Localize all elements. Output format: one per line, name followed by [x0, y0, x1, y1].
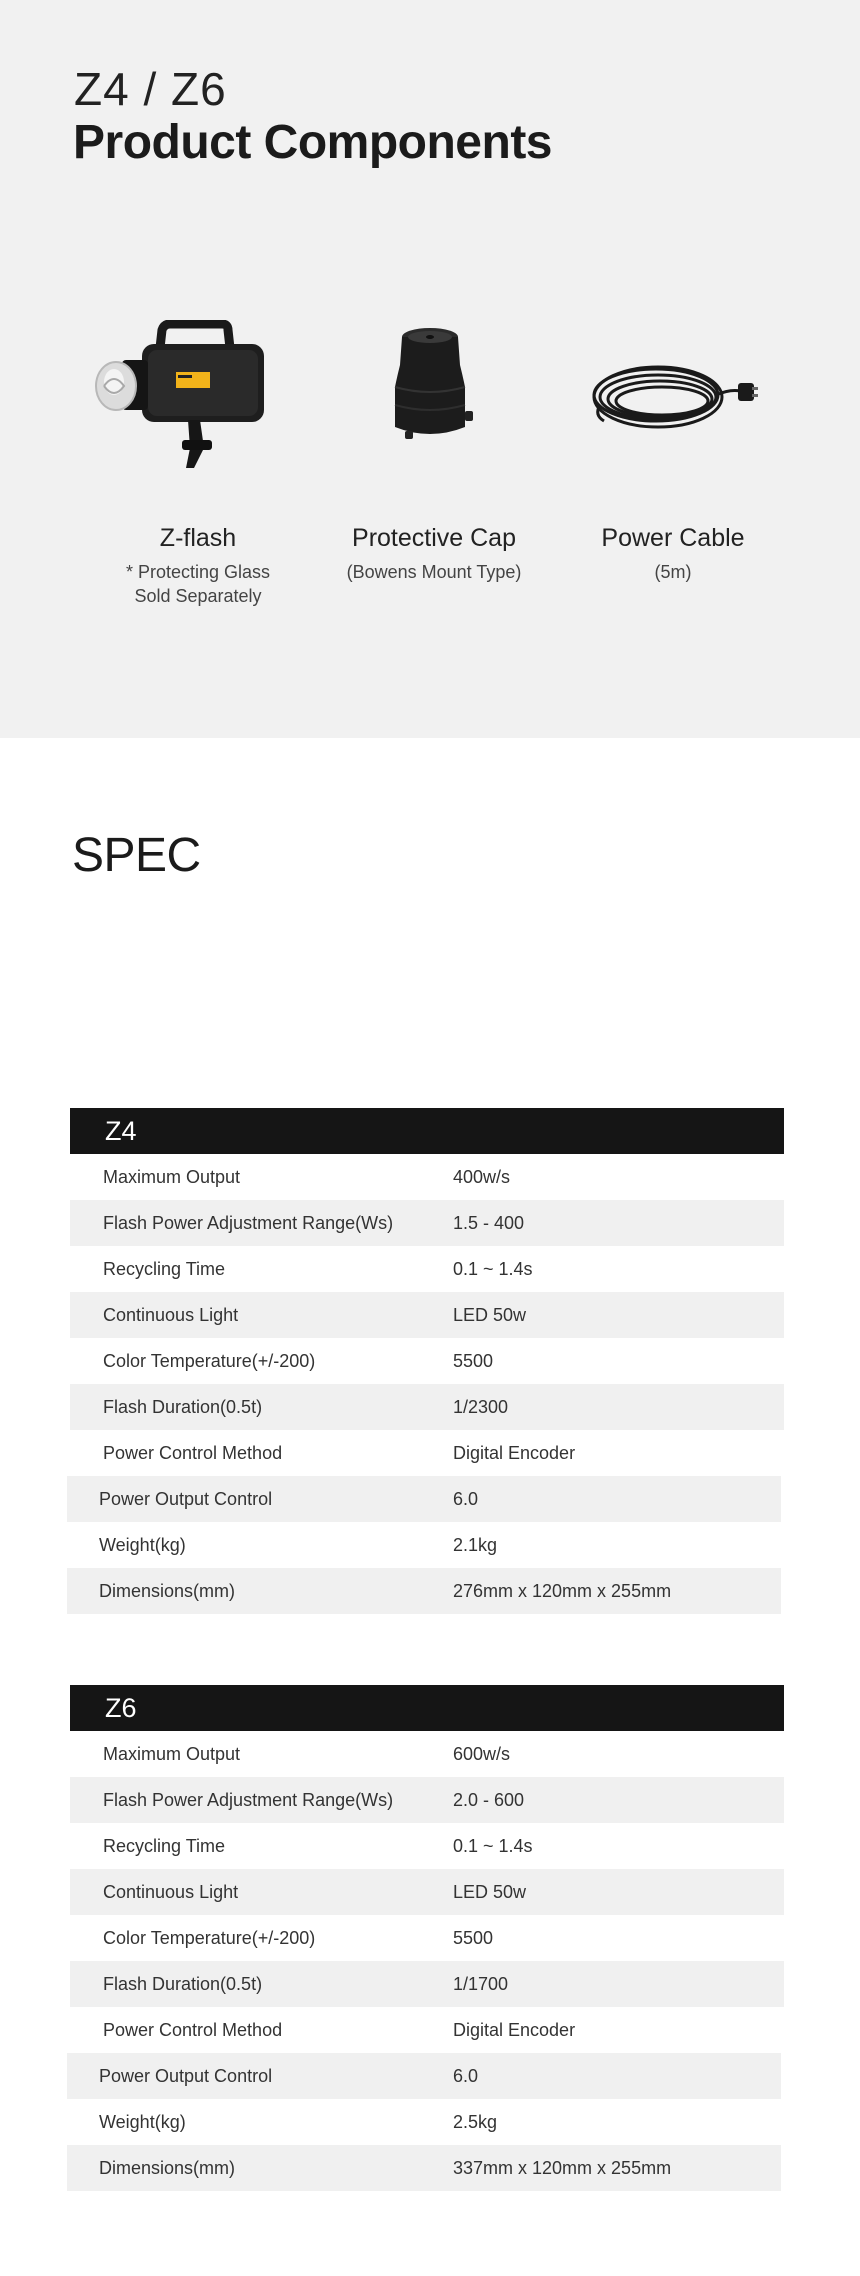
spec-value: LED 50w: [453, 1305, 527, 1325]
spec-value: 5500: [453, 1928, 494, 1948]
table-row: [70, 1246, 784, 1292]
spec-label: Weight(kg): [99, 2112, 186, 2132]
table-row: [67, 1522, 781, 1568]
table-row: [70, 1961, 784, 2007]
spec-value: 276mm x 120mm x 255mm: [453, 1581, 672, 1601]
spec-value: 1/1700: [453, 1974, 509, 1994]
spec-value: 6.0: [453, 1489, 479, 1509]
product-components-section: [0, 0, 860, 738]
spec-label: Maximum Output: [103, 1744, 241, 1764]
spec-value: 2.0 - 600: [453, 1790, 525, 1810]
spec-value: 2.5kg: [453, 2112, 498, 2132]
spec-label: Continuous Light: [103, 1305, 239, 1325]
component-name: Z-flash: [159, 524, 237, 552]
spec-value: 5500: [453, 1351, 494, 1371]
table-row: [70, 1384, 784, 1430]
spec-value: 1/2300: [453, 1397, 509, 1417]
spec-value: Digital Encoder: [453, 1443, 576, 1463]
model-subtitle: Z4 / Z6: [74, 63, 227, 115]
spec-value: 400w/s: [453, 1167, 511, 1187]
spec-label: Flash Duration(0.5t): [103, 1397, 263, 1417]
table-row: [70, 1869, 784, 1915]
table-row: [70, 1200, 784, 1246]
spec-value: 600w/s: [453, 1744, 511, 1764]
spec-label: Recycling Time: [103, 1836, 226, 1856]
spec-label: Flash Duration(0.5t): [103, 1974, 263, 1994]
spec-label: Power Control Method: [103, 2020, 283, 2040]
table-header: Z6: [70, 1685, 784, 1731]
table-row: [70, 2007, 784, 2053]
spec-label: Dimensions(mm): [99, 1581, 236, 1601]
section-title: Product Components: [73, 116, 552, 169]
spec-label: Power Control Method: [103, 1443, 283, 1463]
spec-value: 2.1kg: [453, 1535, 498, 1555]
spec-value: LED 50w: [453, 1882, 527, 1902]
component-note-line: Sold Separately: [134, 586, 262, 606]
table-row: [70, 1915, 784, 1961]
spec-label: Recycling Time: [103, 1259, 226, 1279]
component-note: (5m): [654, 562, 692, 582]
spec-label: Power Output Control: [99, 1489, 273, 1509]
spec-label: Weight(kg): [99, 1535, 186, 1555]
component-name: Power Cable: [601, 524, 745, 552]
table-row: [67, 2053, 781, 2099]
table-row: [70, 1823, 784, 1869]
studio-flash-icon: [90, 320, 280, 480]
spec-label: Flash Power Adjustment Range(Ws): [103, 1213, 394, 1233]
table-row: [70, 1154, 784, 1200]
spec-table-z4: [70, 1108, 784, 1614]
spec-table-z6: [70, 1685, 784, 2191]
spec-label: Flash Power Adjustment Range(Ws): [103, 1790, 394, 1810]
spec-value: 0.1 ~ 1.4s: [453, 1836, 533, 1856]
table-row: [67, 1568, 781, 1614]
spec-value: 0.1 ~ 1.4s: [453, 1259, 533, 1279]
table-row: [70, 1777, 784, 1823]
spec-label: Color Temperature(+/-200): [103, 1351, 316, 1371]
spec-label: Dimensions(mm): [99, 2158, 236, 2178]
protective-cap-icon: [385, 325, 475, 450]
spec-title: SPEC: [72, 829, 201, 882]
component-name: Protective Cap: [352, 524, 516, 552]
table-row: [67, 2099, 781, 2145]
component-note: (Bowens Mount Type): [346, 562, 522, 582]
spec-value: 1.5 - 400: [453, 1213, 525, 1233]
table-row: [70, 1731, 784, 1777]
component-power-cable: [523, 522, 823, 584]
spec-label: Maximum Output: [103, 1167, 241, 1187]
spec-value: 337mm x 120mm x 255mm: [453, 2158, 672, 2178]
spec-value: Digital Encoder: [453, 2020, 576, 2040]
table-row: [70, 1338, 784, 1384]
power-cable-icon: [590, 355, 760, 440]
spec-label: Power Output Control: [99, 2066, 273, 2086]
table-header: Z4: [70, 1108, 784, 1154]
table-row: [70, 1292, 784, 1338]
table-row: [67, 1476, 781, 1522]
spec-label: Continuous Light: [103, 1882, 239, 1902]
component-note-line: * Protecting Glass: [125, 562, 271, 582]
spec-value: 6.0: [453, 2066, 479, 2086]
table-row: [67, 2145, 781, 2191]
spec-label: Color Temperature(+/-200): [103, 1928, 316, 1948]
table-row: [70, 1430, 784, 1476]
